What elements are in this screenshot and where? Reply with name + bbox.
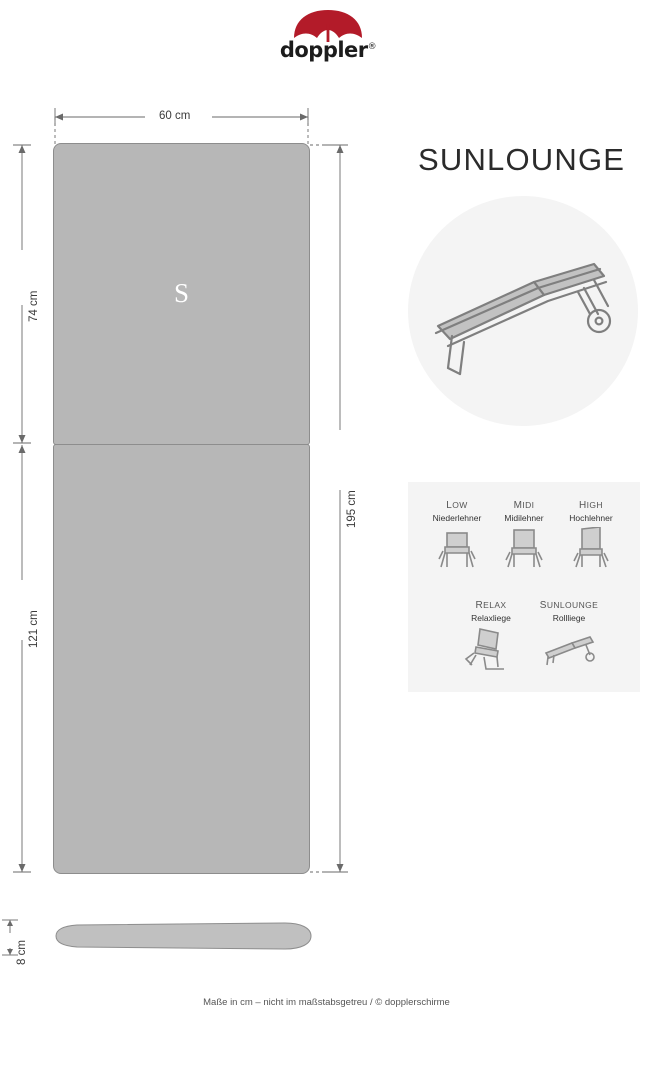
dimension-total-length-label: 195 cm: [346, 490, 358, 528]
sun-lounger-icon: [532, 627, 606, 673]
registered-mark: ®: [367, 42, 377, 52]
footer-note: Maße in cm – nicht im maßstabsgetreu / © dopplerschirme: [203, 997, 450, 1008]
high-chair-icon: [554, 527, 628, 573]
midi-chair-icon: [487, 527, 561, 573]
legend-item-low-name: Niederlehner: [432, 513, 482, 523]
legend-item-high[interactable]: [554, 500, 628, 573]
legend-item-relax[interactable]: [454, 600, 528, 673]
legend-item-sunlounge-name: Rollliege: [552, 613, 586, 623]
dimension-thickness-label: 8 cm: [16, 940, 28, 965]
umbrella-icon: [268, 8, 388, 42]
brand-logo: [268, 8, 388, 70]
legend-item-midi-caption: MIDI: [513, 500, 535, 511]
model-legend-panel: [408, 482, 640, 692]
legend-item-low[interactable]: [420, 500, 494, 573]
legend-item-relax-caption: RELAX: [475, 600, 507, 611]
legend-item-sunlounge-caption: SUNLOUNGE: [539, 600, 599, 611]
cushion-side-profile: [53, 920, 315, 954]
size-letter: S: [173, 278, 190, 308]
legend-item-high-name: Hochlehner: [569, 513, 613, 523]
legend-item-midi-name: Midilehner: [504, 513, 544, 523]
page-title: SUNLOUNGE: [418, 142, 626, 177]
dimension-seat-length-label: 121 cm: [28, 610, 40, 648]
legend-item-relax-name: Relaxliege: [471, 613, 511, 623]
legend-item-sunlounge[interactable]: [532, 600, 606, 673]
legend-item-low-caption: LOW: [446, 500, 468, 511]
legend-item-high-caption: HIGH: [579, 500, 603, 511]
sun-lounger-icon: [408, 196, 638, 426]
dimension-backrest-height-label: 74 cm: [28, 290, 40, 322]
relax-chair-icon: [454, 627, 528, 673]
dimension-width-label: 60 cm: [159, 110, 191, 122]
low-chair-icon: [420, 527, 494, 573]
legend-item-midi[interactable]: [487, 500, 561, 573]
brand-name: doppler®: [279, 38, 377, 62]
